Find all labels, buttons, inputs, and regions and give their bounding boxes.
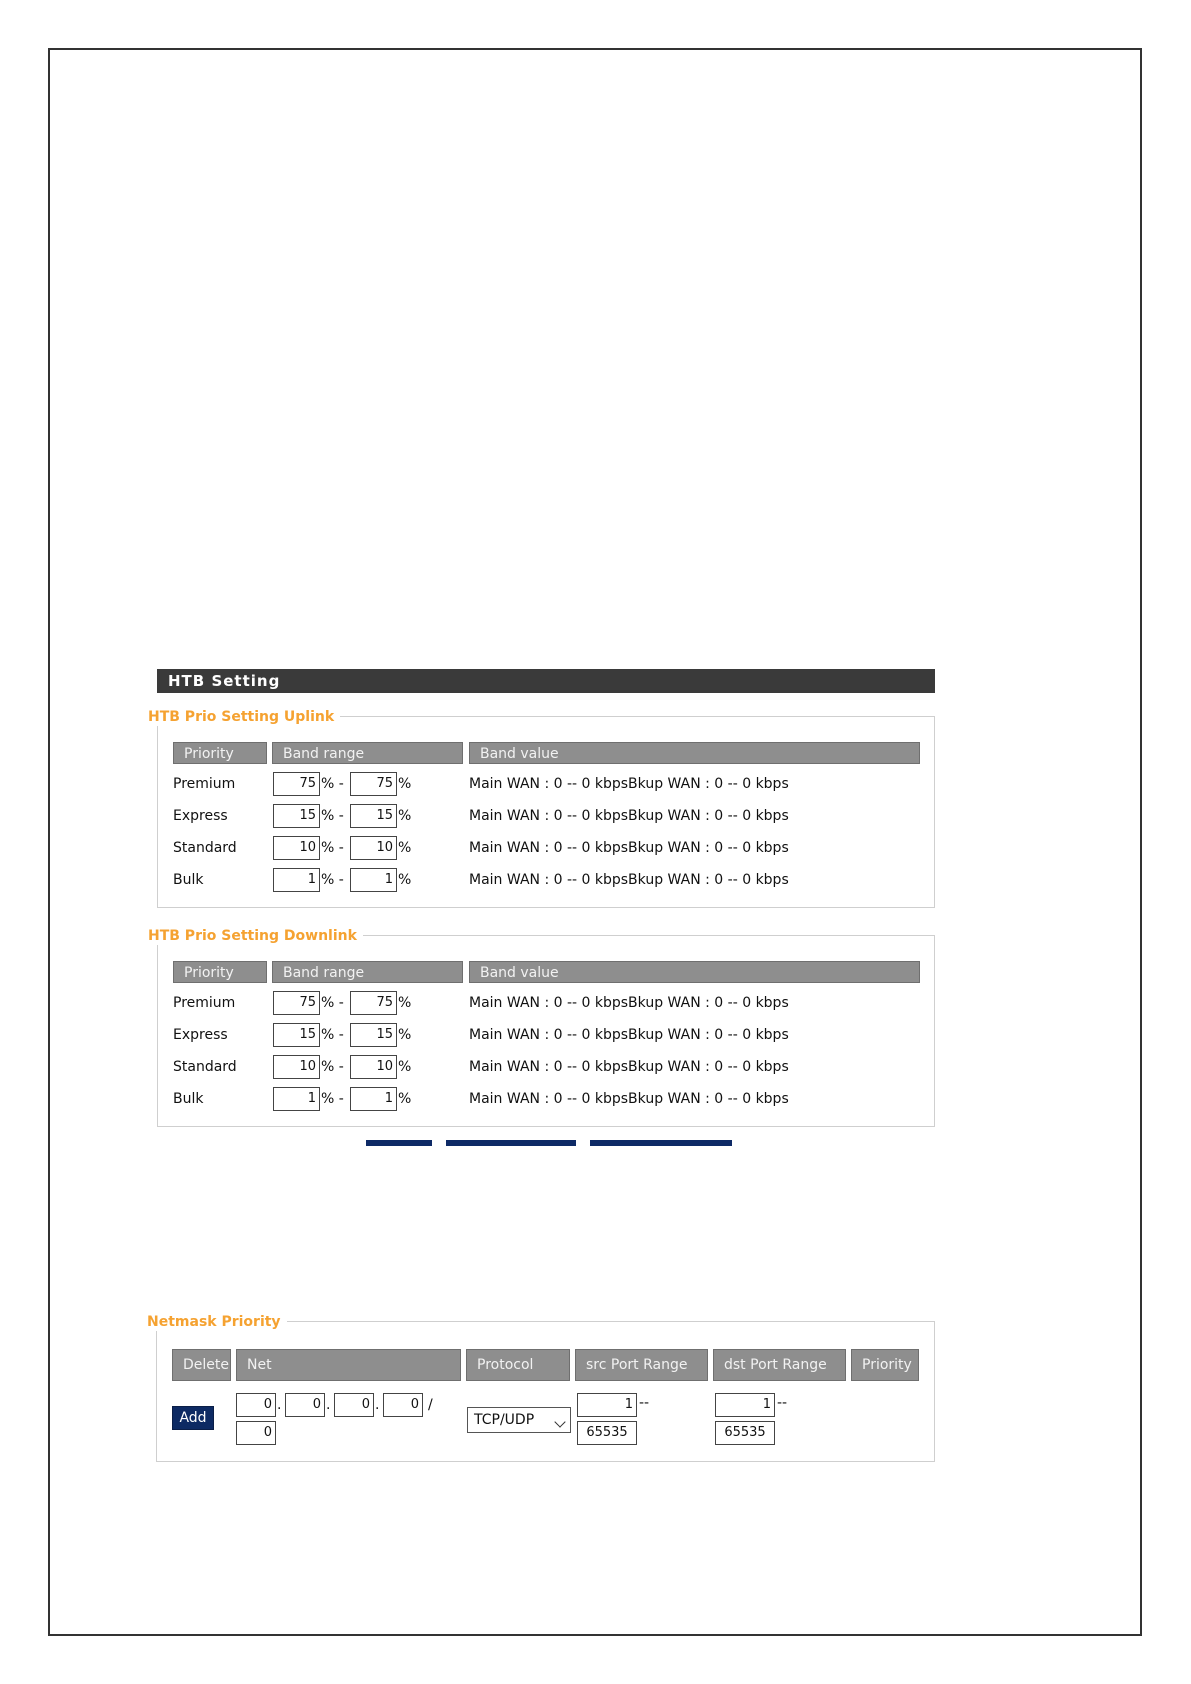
uplink-max-input[interactable]: 1 — [350, 868, 397, 892]
downlink-band-value: Main WAN : 0 -- 0 kbpsBkup WAN : 0 -- 0 kbps — [469, 1059, 789, 1075]
pct-dash: % - — [321, 776, 344, 792]
pct-dash: % - — [321, 1027, 344, 1043]
uplink-max-input[interactable]: 15 — [350, 804, 397, 828]
uplink-min-input[interactable]: 15 — [273, 804, 320, 828]
pct-dash: % - — [321, 808, 344, 824]
pct: % — [398, 776, 412, 792]
uplink-band-value: Main WAN : 0 -- 0 kbpsBkup WAN : 0 -- 0 kbps — [469, 872, 789, 888]
downlink-min-input[interactable]: 15 — [273, 1023, 320, 1047]
downlink-max-input[interactable]: 10 — [350, 1055, 397, 1079]
netmask-bits-input[interactable]: 0 — [236, 1421, 276, 1445]
ip-octet-2-input[interactable]: 0 — [285, 1393, 325, 1417]
ip-dot: . — [277, 1397, 282, 1413]
pct: % — [398, 872, 412, 888]
add-button[interactable]: Add — [172, 1406, 214, 1430]
downlink-band-value: Main WAN : 0 -- 0 kbpsBkup WAN : 0 -- 0 kbps — [469, 1091, 789, 1107]
uplink-min-input[interactable]: 10 — [273, 836, 320, 860]
ip-dot: . — [375, 1397, 380, 1413]
netmask-header-priority: Priority — [851, 1349, 919, 1381]
downlink-header-priority: Priority — [173, 961, 267, 983]
netmask-header-dst-port-range: dst Port Range — [713, 1349, 846, 1381]
uplink-band-value: Main WAN : 0 -- 0 kbpsBkup WAN : 0 -- 0 kbps — [469, 776, 789, 792]
dst-port-to-input[interactable]: 65535 — [715, 1421, 775, 1445]
downlink-max-input[interactable]: 75 — [350, 991, 397, 1015]
uplink-min-input[interactable]: 1 — [273, 868, 320, 892]
downlink-min-input[interactable]: 1 — [273, 1087, 320, 1111]
netmask-legend: Netmask Priority — [147, 1313, 287, 1331]
uplink-row-label: Express — [173, 808, 228, 824]
pct-dash: % - — [321, 872, 344, 888]
downlink-band-value: Main WAN : 0 -- 0 kbpsBkup WAN : 0 -- 0 kbps — [469, 995, 789, 1011]
save-button[interactable] — [366, 1140, 432, 1146]
ip-slash: / — [428, 1397, 433, 1413]
netmask-header-delete: Delete — [172, 1349, 231, 1381]
src-port-to-input[interactable]: 65535 — [577, 1421, 637, 1445]
protocol-select[interactable] — [467, 1407, 571, 1433]
htb-setting-title: HTB Setting — [157, 669, 935, 693]
uplink-band-value: Main WAN : 0 -- 0 kbpsBkup WAN : 0 -- 0 kbps — [469, 840, 789, 856]
uplink-min-input[interactable]: 75 — [273, 772, 320, 796]
apply-button[interactable] — [446, 1140, 576, 1146]
downlink-max-input[interactable]: 15 — [350, 1023, 397, 1047]
pct: % — [398, 840, 412, 856]
uplink-max-input[interactable]: 10 — [350, 836, 397, 860]
downlink-max-input[interactable]: 1 — [350, 1087, 397, 1111]
uplink-row-label: Premium — [173, 776, 236, 792]
netmask-header-src-port-range: src Port Range — [575, 1349, 708, 1381]
pct-dash: % - — [321, 995, 344, 1011]
pct: % — [398, 995, 412, 1011]
downlink-row-label: Bulk — [173, 1091, 204, 1107]
ip-octet-3-input[interactable]: 0 — [334, 1393, 374, 1417]
chevron-down-icon — [554, 1416, 565, 1427]
uplink-header-priority: Priority — [173, 742, 267, 764]
downlink-legend: HTB Prio Setting Downlink — [148, 927, 363, 945]
ip-octet-4-input[interactable]: 0 — [383, 1393, 423, 1417]
downlink-row-label: Express — [173, 1027, 228, 1043]
netmask-header-net: Net — [236, 1349, 461, 1381]
downlink-header-band-value: Band value — [469, 961, 920, 983]
uplink-row-label: Standard — [173, 840, 237, 856]
pct: % — [398, 1027, 412, 1043]
downlink-band-value: Main WAN : 0 -- 0 kbpsBkup WAN : 0 -- 0 kbps — [469, 1027, 789, 1043]
downlink-header-band-range: Band range — [272, 961, 463, 983]
uplink-legend: HTB Prio Setting Uplink — [148, 708, 340, 726]
pct-dash: % - — [321, 840, 344, 856]
cancel-button[interactable] — [590, 1140, 732, 1146]
downlink-min-input[interactable]: 10 — [273, 1055, 320, 1079]
src-port-from-input[interactable]: 1 — [577, 1393, 637, 1417]
downlink-min-input[interactable]: 75 — [273, 991, 320, 1015]
dst-port-from-input[interactable]: 1 — [715, 1393, 775, 1417]
pct-dash: % - — [321, 1091, 344, 1107]
downlink-row-label: Premium — [173, 995, 236, 1011]
ip-octet-1-input[interactable]: 0 — [236, 1393, 276, 1417]
downlink-row-label: Standard — [173, 1059, 237, 1075]
ip-dot: . — [326, 1397, 331, 1413]
protocol-selected-value: TCP/UDP — [474, 1412, 535, 1428]
netmask-header-protocol: Protocol — [466, 1349, 570, 1381]
range-dash: -- — [777, 1395, 788, 1411]
pct-dash: % - — [321, 1059, 344, 1075]
pct: % — [398, 1091, 412, 1107]
uplink-header-band-value: Band value — [469, 742, 920, 764]
pct: % — [398, 1059, 412, 1075]
uplink-header-band-range: Band range — [272, 742, 463, 764]
pct: % — [398, 808, 412, 824]
range-dash: -- — [639, 1395, 650, 1411]
uplink-max-input[interactable]: 75 — [350, 772, 397, 796]
uplink-row-label: Bulk — [173, 872, 204, 888]
uplink-band-value: Main WAN : 0 -- 0 kbpsBkup WAN : 0 -- 0 kbps — [469, 808, 789, 824]
